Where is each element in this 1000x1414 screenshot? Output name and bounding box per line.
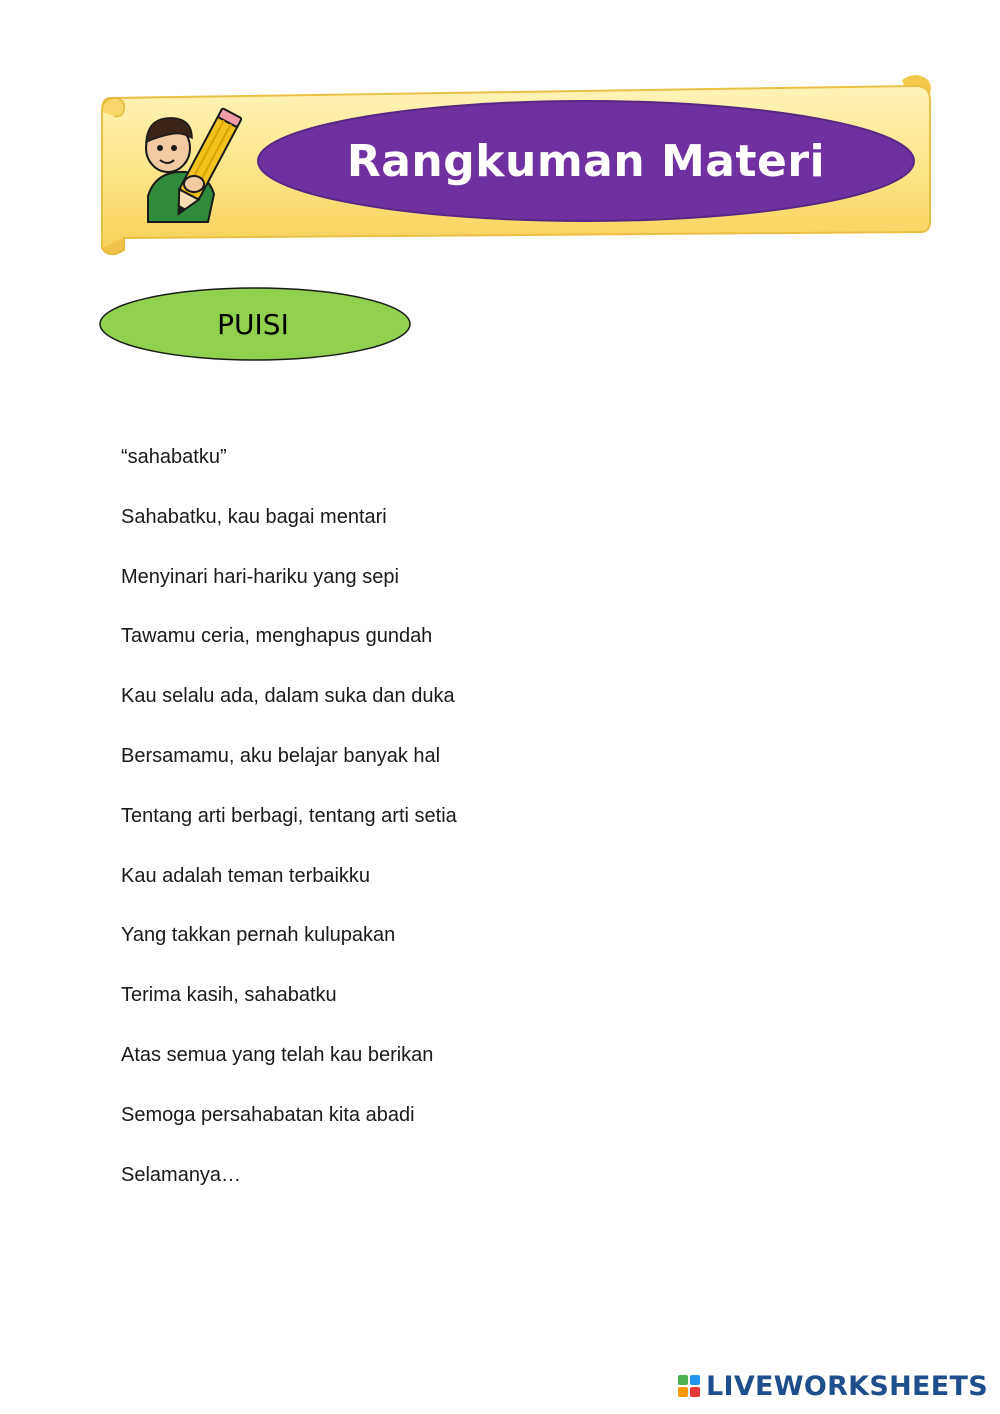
poem-line: Kau selalu ada, dalam suka dan duka <box>121 685 455 708</box>
poem-line: Tawamu ceria, menghapus gundah <box>121 625 433 648</box>
poem-line: Kau adalah teman terbaikku <box>121 864 371 887</box>
poem-line: Sahabatku, kau bagai mentari <box>121 505 387 528</box>
poem-line: Tentang arti berbagi, tentang arti setia <box>121 804 457 827</box>
boy-with-pencil-icon <box>134 104 244 224</box>
poem-line: Semoga persahabatan kita abadi <box>121 1103 415 1126</box>
section-label: PUISI <box>217 307 289 341</box>
poem-line: Menyinari hari-hariku yang sepi <box>121 565 399 588</box>
page-title: Rangkuman Materi <box>346 135 826 187</box>
poem-line: Bersamamu, aku belajar banyak hal <box>121 744 441 767</box>
poem-title: “sahabatku” <box>121 446 227 468</box>
liveworksheets-logo <box>678 1368 988 1404</box>
poem-line: Selamanya… <box>121 1163 242 1186</box>
poem <box>121 440 457 1217</box>
poem-line: Yang takkan pernah kulupakan <box>121 924 396 947</box>
liveworksheets-logo-icon <box>678 1375 700 1397</box>
poem-line: Atas semua yang telah kau berikan <box>121 1043 434 1066</box>
poem-line: Terima kasih, sahabatku <box>121 984 337 1007</box>
brand-name: LIVEWORKSHEETS <box>705 1370 988 1402</box>
